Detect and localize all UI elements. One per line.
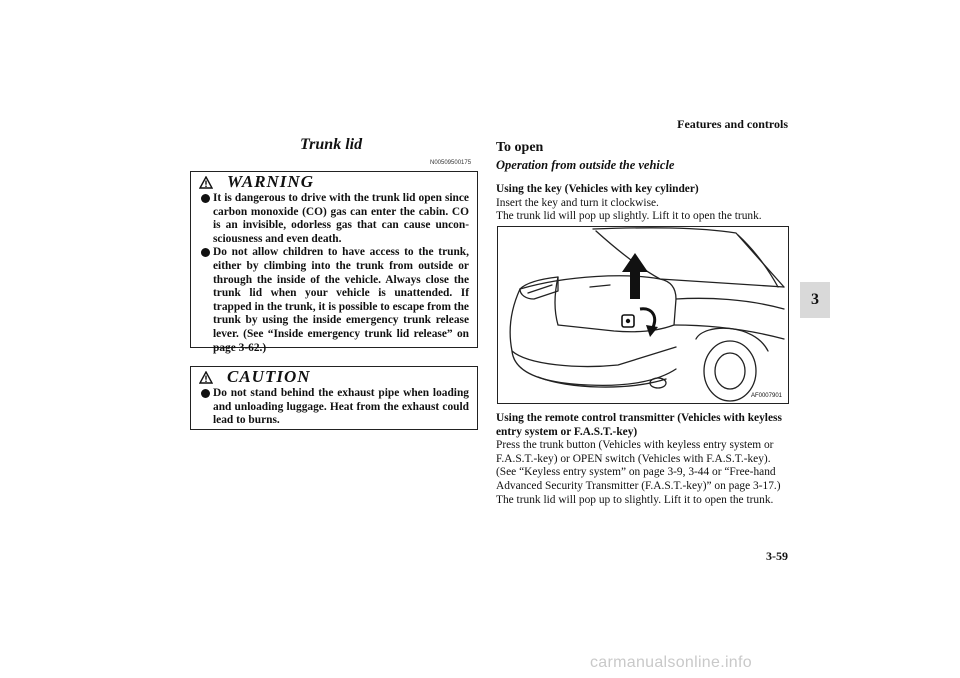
caution-box xyxy=(190,366,478,430)
remote-title: Using the remote control transmitter (Vehicles with keyless entry system or F.A.S.T.-key) xyxy=(496,412,782,438)
warning-box xyxy=(190,171,478,354)
section-code: N00509500175 xyxy=(430,160,472,166)
key-line-2: The trunk lid will pop up slightly. Lift it to open the trunk. xyxy=(496,210,762,223)
section-subheading: Operation from outside the vehicle xyxy=(496,158,675,172)
section-header: Features and controls xyxy=(677,117,788,131)
bullet-icon xyxy=(201,248,210,257)
remote-instructions xyxy=(496,412,788,507)
key-instructions xyxy=(496,183,788,224)
caution-bullet: Do not stand behind the exhaust pipe when loading and unloading luggage. Heat from the exhaust could lead to burns. xyxy=(201,387,469,428)
remote-body: Press the trunk button (Vehicles with keyless entry system or F.A.S.T.-key) or OPEN switch (Vehicles with F.A.S.T.-key). (See “Keyless entry system” on page 3-9, 3-44 or “Free-hand Advanced Security Transmitter (F.A.S.T.-key)” on page 3-17.) xyxy=(496,439,781,492)
caution-label: CAUTION xyxy=(227,367,311,386)
page-number: 3-59 xyxy=(766,549,788,563)
footer-watermark: carmanualsonline.info xyxy=(590,654,752,671)
warning-bullet: It is dangerous to drive with the trunk lid open since carbon monoxide (CO) gas can enter the cabin. CO is an invisible, odorless gas that can cause uncon-sciousness and even death. xyxy=(201,192,469,246)
trunk-illustration xyxy=(497,226,789,404)
chapter-tab: 3 xyxy=(800,282,830,318)
car-rear-illustration xyxy=(498,227,788,403)
remote-line-2: The trunk lid will pop up to slightly. Lift it to open the trunk. xyxy=(496,493,774,506)
key-title: Using the key (Vehicles with key cylinder) xyxy=(496,183,699,195)
warning-bullet: Do not allow children to have access to the trunk, either by climbing into the trunk from outside or through the inside of the vehicle. Always close the trunk lid when your vehicle is unattended. If trapped in the trunk, it is possible to escape from the trunk by using the inside emergency trunk release lever. (See “Inside emergency trunk lid release” on page 3-62.) xyxy=(201,246,469,355)
warning-label: WARNING xyxy=(227,172,314,191)
caution-triangle-icon xyxy=(199,371,213,384)
section-heading: To open xyxy=(496,140,544,155)
warning-header xyxy=(191,172,477,192)
caution-header xyxy=(191,367,477,387)
key-line-1: Insert the key and turn it clockwise. xyxy=(496,196,659,209)
warning-triangle-icon xyxy=(199,176,213,189)
page-title: Trunk lid xyxy=(300,136,363,153)
bullet-icon xyxy=(201,389,210,398)
bullet-icon xyxy=(201,194,210,203)
figure-code: AF0007901 xyxy=(750,393,782,399)
